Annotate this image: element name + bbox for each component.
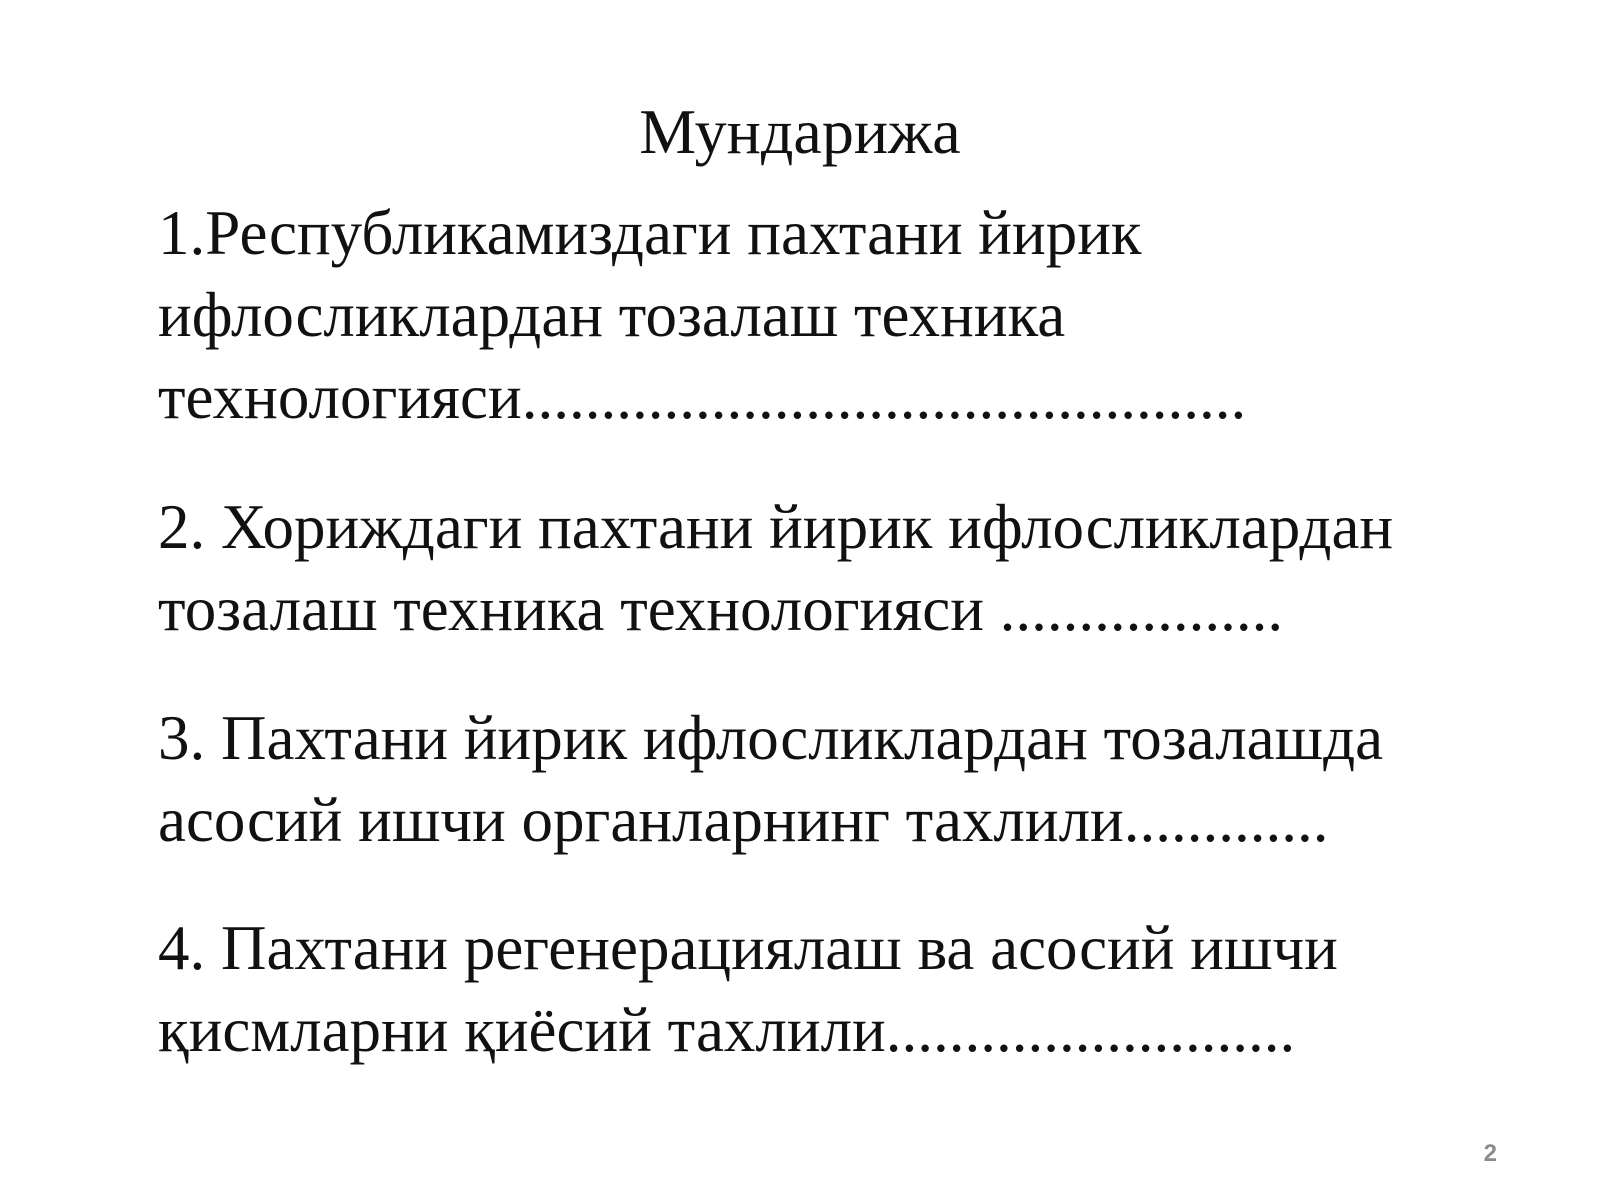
toc-item-3: 3. Пахтани йирик ифлосликлардан тозалашда асосий ишчи органларнинг тахлили............. [158, 703, 1384, 855]
toc-item-1: 1.Республикамиздаги пахтани йирик ифлосликлардан тозалаш техника технологияси.............................................. [158, 198, 1247, 432]
page-number: 2 [1483, 1140, 1497, 1167]
page-title: Мундарижа [639, 96, 961, 167]
toc-item-2: 2. Хориждаги пахтани йирик ифлосликлардан тозалаш техника технологияси .................. [158, 492, 1394, 644]
toc-item-4: 4. Пахтани регенерациялаш ва асосий ишчи қисмларни қиёсий тахлили.......................... [158, 913, 1338, 1065]
